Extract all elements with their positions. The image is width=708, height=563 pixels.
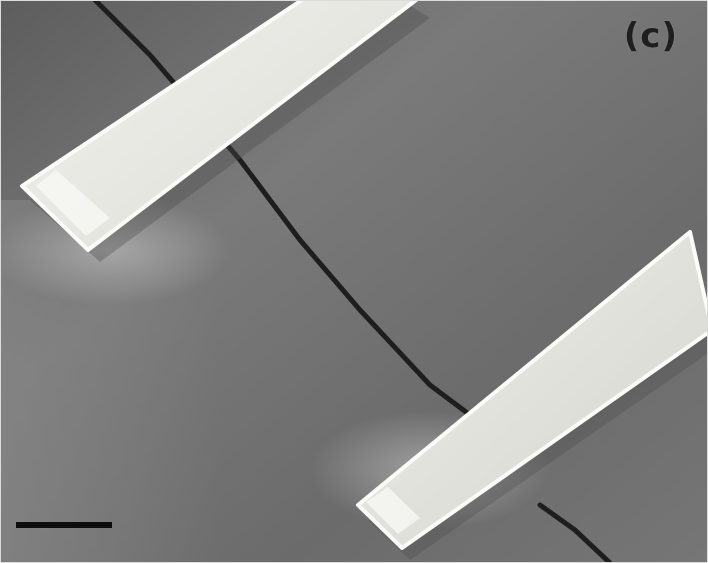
scale-bar <box>16 522 112 528</box>
panel-label: (c) <box>623 16 678 56</box>
